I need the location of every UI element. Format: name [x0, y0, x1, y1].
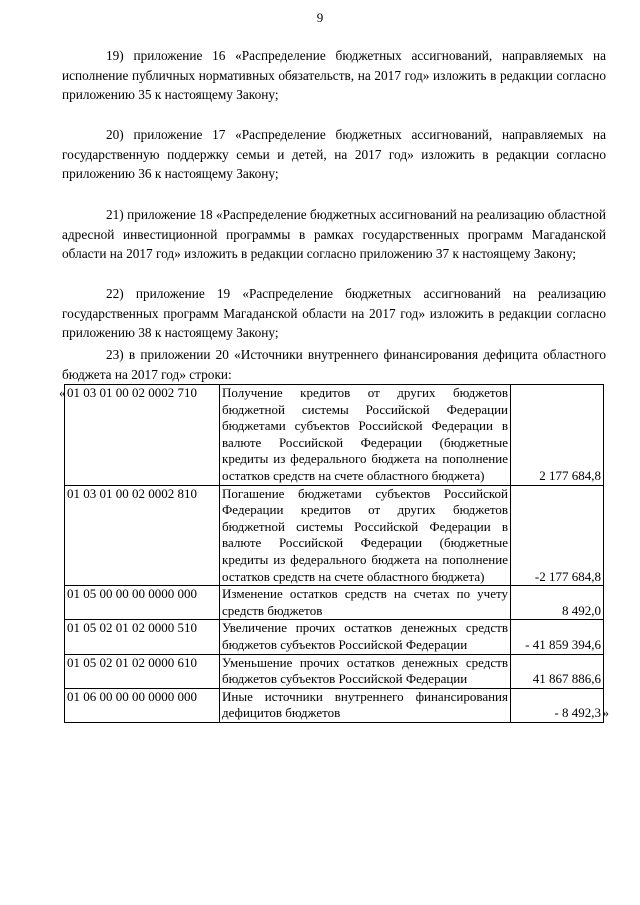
row-description: Получение кредитов от других бюджетов бюджетной системы Российской Федерации бюджетами субъектов Российской Федерации в валюте Российской Федерации (бюджетные кредиты из федерального бюджета на пополнение остатков средств на счете областного бюджета) [220, 385, 511, 486]
paragraph-19: 19) приложение 16 «Распределение бюджетных ассигнований, направляемых на исполнение публичных нормативных обязательств, на 2017 год» изложить в редакции согласно приложению 35 к настоящему Закону; [62, 48, 606, 102]
paragraph-21: 21) приложение 18 «Распределение бюджетных ассигнований на реализацию областной адресной инвестиционной программы в рамках государственных программ Магаданской области на 2017 год» изложить в редакции согласно приложению 37 к настоящему Закону; [62, 207, 606, 261]
budget-code: 01 05 02 01 02 0000 510 [65, 620, 220, 654]
close-quote: » [602, 705, 609, 721]
paragraph-23: 23) в приложении 20 «Источники внутреннего финансирования дефицита областного бюджета на 2017 год» строки: [62, 347, 606, 382]
table-row [65, 654, 604, 688]
table-row [65, 688, 604, 722]
amount-cell-wrap [554, 705, 609, 722]
row-amount: - 41 859 394,6 [511, 620, 604, 654]
row-description: Увеличение прочих остатков денежных средств бюджетов субъектов Российской Федерации [220, 620, 511, 654]
row-amount: - 8 492,3 [554, 705, 601, 721]
paragraph-20: 20) приложение 17 «Распределение бюджетных ассигнований, направляемых на государственную поддержку семьи и детей, на 2017 год» изложить в редакции согласно приложению 36 к настоящему Закону; [62, 127, 606, 181]
row-amount: 41 867 886,6 [511, 654, 604, 688]
table-row [65, 485, 604, 586]
page-number: 9 [316, 10, 324, 25]
table-row [65, 586, 604, 620]
row-amount: 8 492,0 [511, 586, 604, 620]
financing-sources-table [59, 384, 609, 723]
open-quote: « [59, 385, 66, 400]
budget-code: 01 03 01 00 02 0002 710 [67, 385, 197, 400]
budget-code: 01 03 01 00 02 0002 810 [65, 485, 220, 586]
table-row [65, 385, 604, 486]
paragraph-22: 22) приложение 19 «Распределение бюджетных ассигнований на реализацию государственных программ Магаданской области на 2017 год» изложить в редакции согласно приложению 38 к настоящему Закону; [62, 286, 606, 340]
row-description: Уменьшение прочих остатков денежных средств бюджетов субъектов Российской Федерации [220, 654, 511, 688]
row-description: Иные источники внутреннего финансирования дефицитов бюджетов [220, 688, 511, 722]
row-amount: 2 177 684,8 [511, 385, 604, 486]
table-row [65, 620, 604, 654]
row-description: Погашение бюджетами субъектов Российской Федерации кредитов от других бюджетов бюджетной системы Российской Федерации в валюте Российской Федерации (бюджетные кредиты из федерального бюджета на пополнение остатков средств на счете областного бюджета) [220, 485, 511, 586]
code-cell-wrap [59, 385, 197, 402]
row-amount: -2 177 684,8 [511, 485, 604, 586]
row-description: Изменение остатков средств на счетах по учету средств бюджетов [220, 586, 511, 620]
budget-code: 01 05 00 00 00 0000 000 [65, 586, 220, 620]
budget-code: 01 05 02 01 02 0000 610 [65, 654, 220, 688]
budget-code: 01 06 00 00 00 0000 000 [65, 688, 220, 722]
